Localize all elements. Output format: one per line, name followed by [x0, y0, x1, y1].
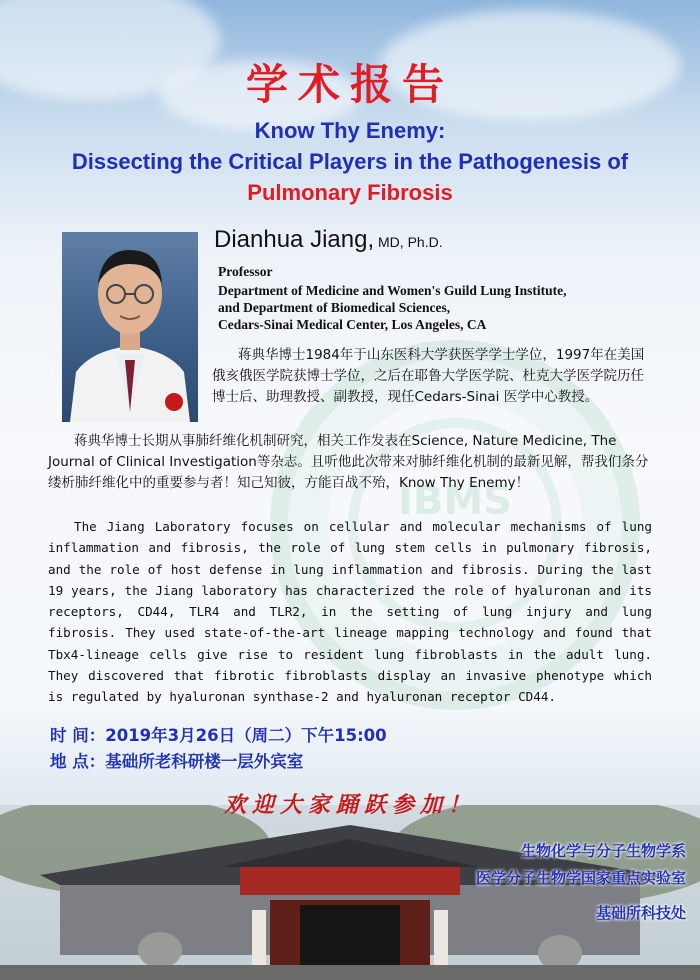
welcome-banner: 欢迎大家踊跃参加！: [223, 792, 476, 818]
speaker-degree: MD, Ph.D.: [374, 234, 443, 250]
speaker-affiliation-line: Department of Medicine and Women's Guild Lung Institute,: [218, 283, 567, 298]
speaker-name-text: Dianhua Jiang,: [214, 226, 375, 253]
talk-title-line1: Know Thy Enemy:: [254, 118, 446, 143]
speaker-name: [214, 226, 443, 254]
talk-title-line2: Dissecting the Critical Players in the Pathogenesis of: [71, 149, 629, 174]
speaker-photo: [62, 232, 198, 422]
bio-chinese-paragraph-1: 蒋典华博士1984年于山东医科大学获医学学士学位，1997年在美国俄亥俄医学院获博士学位，之后在耶鲁大学医学院、杜克大学医学院历任博士后、助理教授、副教授，现任Cedars-Sinai 医学中心教授。: [212, 347, 645, 405]
building-photo: [0, 805, 700, 980]
page-title: 学术报告: [245, 60, 454, 109]
bio-english-paragraph: The Jiang Laboratory focuses on cellular and molecular mechanisms of lung inflammation and fibrosis, the role of lung stem cells in pulmonary fibrosis, and the role of host defense in lung inflammation and fibrosis. During the last 19 years, the Jiang laboratory has characterized the role of hyaluronan and its receptors, CD44, TLR4 and TLR2, in the setting of lung injury and lung fibrosis. They used state-of-the-art lineage mapping technology and found that Tbx4-lineage cells give rise to resident lung fibroblasts in the adult lung. They discovered that fibrotic fibroblasts display an invasive phenotype which is regulated by hyaluronan synthase-2 and hyaluronan receptor CD44.: [48, 519, 652, 705]
talk-title-line3: Pulmonary Fibrosis: [247, 180, 453, 205]
bio-chinese-paragraph-2: 蒋典华博士长期从事肺纤维化机制研究，相关工作发表在Science, Nature Medicine, The Journal of Clinical Investigation等杂志。且听他此次带来对肺纤维化机制的最新见解，帮我们条分缕析肺纤维化中的重要参与者！知己知彼，方能百战不殆，Know Thy Enemy！: [48, 433, 649, 491]
speaker-position: Professor: [218, 264, 273, 279]
organizer-line: 医学分子生物学国家重点实验室: [475, 869, 686, 887]
organizer-line: 基础所科技处: [595, 904, 686, 922]
watermark-seal: IBMS: [270, 340, 640, 710]
speaker-affiliation-line: and Department of Biomedical Sciences,: [218, 300, 451, 315]
speaker-affiliation-line: Cedars-Sinai Medical Center, Los Angeles, CA: [218, 317, 487, 332]
event-place: 地 点：基础所老科研楼一层外宾室: [50, 752, 304, 771]
event-time: 时 间：2019年3月26日（周二）下午15:00: [50, 726, 387, 745]
organizer-line: 生物化学与分子生物学系: [520, 842, 686, 860]
